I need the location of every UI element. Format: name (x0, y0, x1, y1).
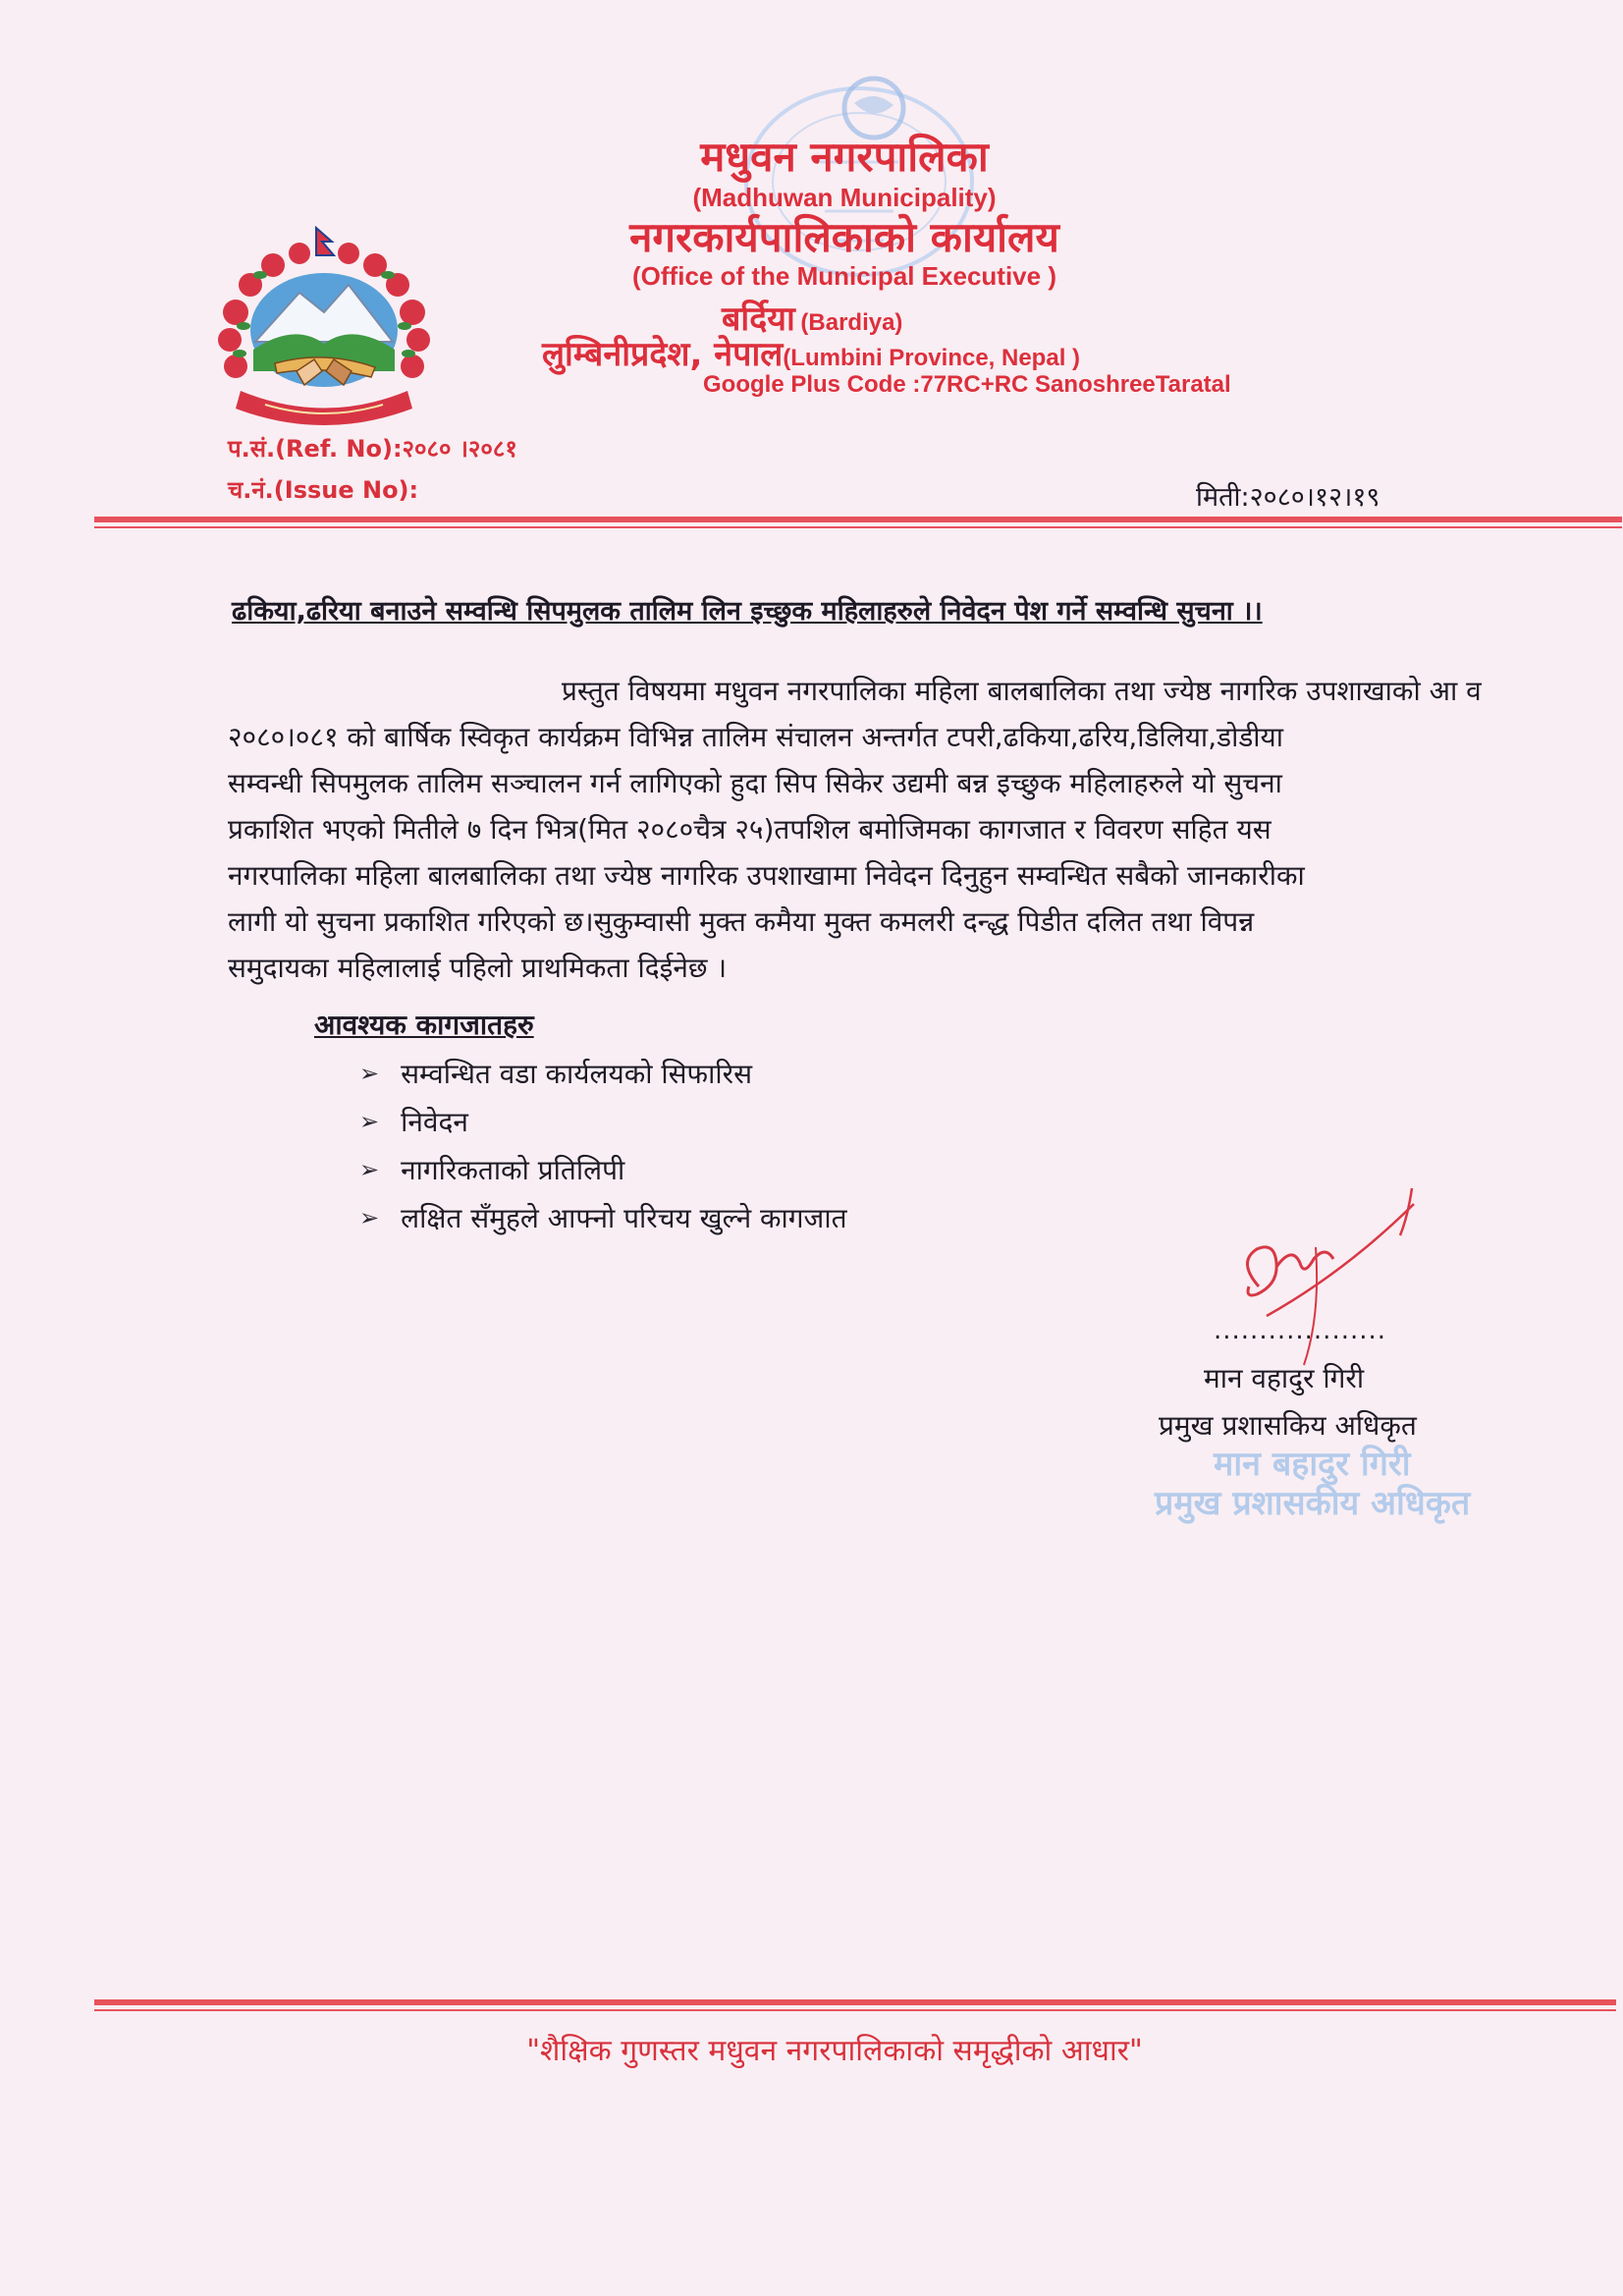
nepal-emblem-icon (206, 224, 442, 430)
document-item-label: निवेदन (401, 1105, 468, 1138)
list-item (359, 1049, 847, 1097)
body-line: लागी यो सुचना प्रकाशित गरिएको छ।सुकुम्वासी मुक्त कमैया मुक्त कमलरी दन्द्ध पिडीत दलित तथा विपन्न (228, 905, 1255, 938)
document-item-label: लक्षित सँमुहले आफ्नो परिचय खुल्ने कागजात (401, 1201, 847, 1234)
province-line (542, 330, 1080, 375)
body-line: प्रकाशित भएको मितीले ७ दिन भित्र(मित २०८०चैत्र २५)तपशिल बमोजिमका कागजात र विवरण सहित यस (228, 813, 1271, 846)
body-line: प्रस्तुत विषयमा मधुवन नगरपालिका महिला बालबालिका तथा ज्येष्ठ नागरिक उपशाखाको आ व (562, 675, 1482, 707)
district-np: बर्दिया (722, 300, 795, 339)
body-line: समुदायका महिलालाई पहिलो प्राथमिकता दिईनेछ । (228, 952, 728, 984)
reference-number: प.सं.(Ref. No):२०८० ।२०८१ (228, 435, 517, 463)
list-item (359, 1097, 847, 1145)
name-stamp: मान बहादुर गिरी (1214, 1445, 1411, 1484)
signatory-designation: प्रमुख प्रशासकिय अधिकृत (1159, 1409, 1417, 1442)
document-item-label: नागरिकताको प्रतिलिपी (401, 1153, 625, 1186)
document-item-label: सम्वन्धित वडा कार्यलयको सिफारिस (401, 1057, 753, 1090)
office-name-en: (Office of the Municipal Executive ) (632, 261, 1056, 291)
office-name-np: नगरकार्यपालिकाको कार्यालय (629, 213, 1059, 261)
province-en: (Lumbini Province, Nepal ) (783, 345, 1081, 371)
notice-subject: ढकिया,ढरिया बनाउने सम्वन्धि सिपमुलक तालिम लिन इच्छुक महिलाहरुले निवेदन पेश गर्ने सम्वन्धि सुचना ।। (232, 596, 1263, 627)
notice-body (228, 668, 1563, 991)
footer-motto: "शैक्षिक गुणस्तर मधुवन नगरपालिकाको समृद्धीको आधार" (526, 2034, 1143, 2068)
province-np: लुम्बिनीप्रदेश, नेपाल (542, 335, 784, 374)
arrow-bullet-icon: ➢ (359, 1203, 380, 1231)
arrow-bullet-icon: ➢ (359, 1059, 380, 1087)
letter-date: मिती:२०८०।१२।१९ (1196, 482, 1380, 513)
header-rule-thin (94, 526, 1622, 528)
body-line: २०८०।०८१ को बार्षिक स्विकृत कार्यक्रम विभिन्न तालिम संचालन अन्तर्गत टपरी,ढकिया,ढरिय,डिलिया,डोडीया (228, 721, 1284, 753)
body-line: सम्वन्धी सिपमुलक तालिम सञ्चालन गर्न लागिएको हुदा सिप सिकेर उद्यमी बन्न इच्छुक महिलाहरुले यो सुचना (228, 767, 1282, 799)
list-item (359, 1193, 847, 1241)
list-item (359, 1145, 847, 1193)
required-documents-title: आवश्यक कागजातहरु (314, 1009, 534, 1041)
footer-rule-thin (94, 2009, 1616, 2011)
footer-rule (94, 1999, 1616, 2005)
municipality-name-np: मधुवन नगरपालिका (700, 133, 989, 181)
signatory-name: मान वहादुर गिरी (1204, 1362, 1365, 1394)
required-documents-list (359, 1049, 847, 1241)
municipality-name-en: (Madhuwan Municipality) (692, 183, 997, 212)
signature-dotted-line: ................... (1214, 1316, 1387, 1345)
body-line: नगरपालिका महिला बालबालिका तथा ज्येष्ठ नागरिक उपशाखामा निवेदन दिनुहुन सम्वन्धित सबैको जानकारीका (228, 859, 1305, 892)
designation-stamp: प्रमुख प्रशासकीय अधिकृत (1155, 1484, 1471, 1523)
issue-number: च.नं.(Issue No): (228, 476, 419, 504)
google-plus-code: Google Plus Code :77RC+RC SanoshreeTaratal (703, 371, 1231, 398)
header-rule (94, 517, 1622, 522)
district-en: (Bardiya) (800, 309, 903, 336)
arrow-bullet-icon: ➢ (359, 1155, 380, 1183)
arrow-bullet-icon: ➢ (359, 1107, 380, 1135)
